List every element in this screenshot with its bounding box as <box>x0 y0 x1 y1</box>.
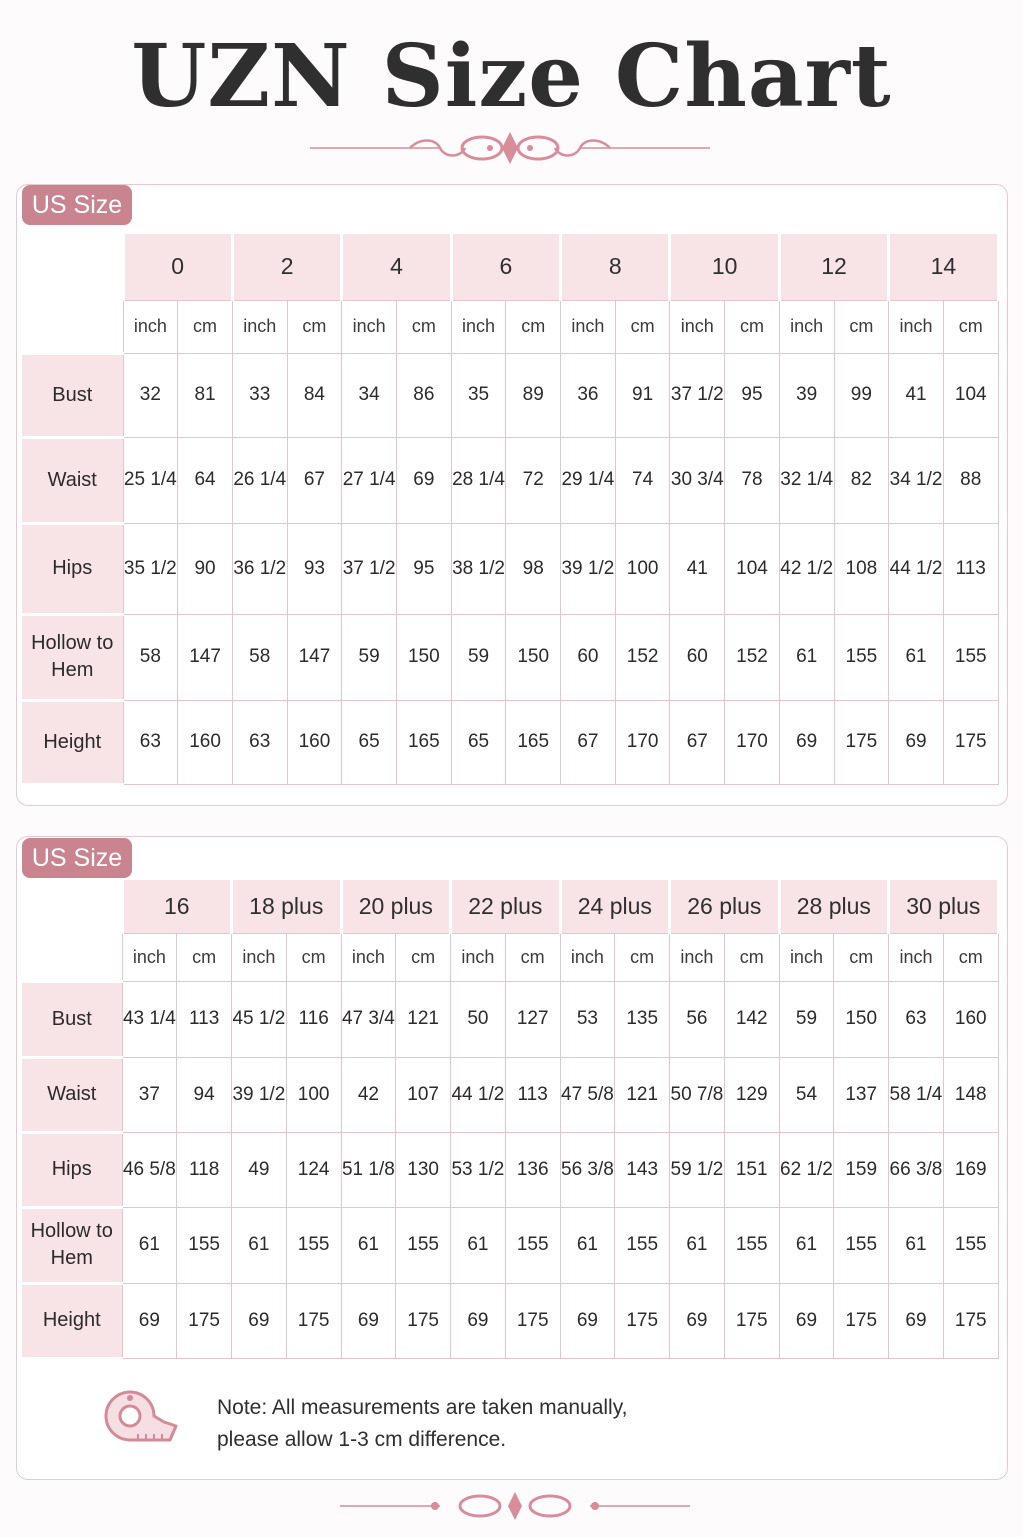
unit-label: cm <box>724 933 779 981</box>
measurement-value: 175 <box>943 700 998 784</box>
unit-label: cm <box>506 300 561 353</box>
measurement-value: 47 5/8 <box>560 1057 615 1132</box>
size-header: 14 <box>889 234 998 300</box>
measurement-value: 58 <box>123 614 178 700</box>
size-header: 24 plus <box>560 880 670 933</box>
unit-label: cm <box>615 300 670 353</box>
measurement-value: 148 <box>943 1057 998 1132</box>
unit-label: inch <box>451 300 506 353</box>
measurement-value: 107 <box>396 1057 451 1132</box>
measurement-value: 69 <box>670 1283 725 1358</box>
measurement-value: 69 <box>451 1283 506 1358</box>
size-header: 26 plus <box>670 880 780 933</box>
measuring-tape-icon <box>102 1386 182 1452</box>
measurement-value: 86 <box>396 353 451 437</box>
unit-label: cm <box>286 933 341 981</box>
measurement-label: Hips <box>22 1132 122 1207</box>
measurement-value: 45 1/2 <box>232 981 287 1057</box>
measurement-value: 53 <box>560 981 615 1057</box>
measurement-value: 63 <box>889 981 944 1057</box>
measurement-value: 150 <box>506 614 561 700</box>
measurement-value: 69 <box>341 1283 396 1358</box>
measurement-value: 59 <box>342 614 397 700</box>
measurement-value: 62 1/2 <box>779 1132 834 1207</box>
measurement-label: Bust <box>22 353 123 437</box>
size-header: 12 <box>779 234 888 300</box>
measurement-value: 124 <box>286 1132 341 1207</box>
measurement-value: 160 <box>943 981 998 1057</box>
size-header: 6 <box>451 234 560 300</box>
measurement-value: 155 <box>177 1207 232 1283</box>
measurement-value: 61 <box>779 1207 834 1283</box>
measurement-row <box>22 981 998 1057</box>
measurement-value: 137 <box>834 1057 889 1132</box>
measurement-value: 30 3/4 <box>670 437 725 523</box>
measurement-value: 69 <box>779 1283 834 1358</box>
measurement-value: 64 <box>178 437 233 523</box>
measurement-value: 116 <box>286 981 341 1057</box>
measurement-value: 61 <box>232 1207 287 1283</box>
measurement-value: 35 <box>451 353 506 437</box>
measurement-value: 170 <box>615 700 670 784</box>
measurement-value: 175 <box>505 1283 560 1358</box>
measurement-value: 150 <box>834 981 889 1057</box>
unit-label: cm <box>177 933 232 981</box>
measurement-value: 37 <box>122 1057 177 1132</box>
measurement-value: 29 1/4 <box>561 437 616 523</box>
unit-label: inch <box>889 300 944 353</box>
measurement-row <box>22 1057 998 1132</box>
measurement-value: 50 7/8 <box>670 1057 725 1132</box>
ornament-divider-top <box>300 128 720 168</box>
measurement-value: 175 <box>177 1283 232 1358</box>
measurement-label: Waist <box>22 437 123 523</box>
measurement-value: 65 <box>342 700 397 784</box>
measurement-value: 44 1/2 <box>889 523 944 614</box>
measurement-value: 46 5/8 <box>122 1132 177 1207</box>
measurement-value: 90 <box>178 523 233 614</box>
measurement-value: 129 <box>724 1057 779 1132</box>
measurement-value: 67 <box>287 437 342 523</box>
measurement-value: 41 <box>670 523 725 614</box>
measurement-value: 69 <box>779 700 834 784</box>
measurement-value: 37 1/2 <box>670 353 725 437</box>
measurement-value: 95 <box>725 353 780 437</box>
measurement-value: 38 1/2 <box>451 523 506 614</box>
unit-label: cm <box>178 300 233 353</box>
measurement-value: 36 <box>561 353 616 437</box>
measurement-value: 118 <box>177 1132 232 1207</box>
measurement-value: 39 <box>779 353 834 437</box>
us-size-badge: US Size <box>22 185 132 225</box>
measurement-label: Height <box>22 1283 122 1358</box>
measurement-value: 130 <box>396 1132 451 1207</box>
measurement-value: 65 <box>451 700 506 784</box>
measurement-label: Height <box>22 700 123 784</box>
measurement-value: 39 1/2 <box>232 1057 287 1132</box>
measurement-value: 94 <box>177 1057 232 1132</box>
measurement-value: 56 3/8 <box>560 1132 615 1207</box>
unit-label: cm <box>725 300 780 353</box>
measurement-value: 59 <box>779 981 834 1057</box>
measurement-value: 104 <box>725 523 780 614</box>
measurement-row <box>22 614 998 700</box>
size-header-row <box>22 234 998 300</box>
size-header: 16 <box>122 880 232 933</box>
measurement-value: 42 <box>341 1057 396 1132</box>
measurement-value: 67 <box>561 700 616 784</box>
unit-label: cm <box>287 300 342 353</box>
size-header: 10 <box>670 234 779 300</box>
measurement-value: 136 <box>505 1132 560 1207</box>
size-table-2 <box>22 880 1000 1360</box>
measurement-value: 89 <box>506 353 561 437</box>
measurement-label: Hollow to Hem <box>22 1207 122 1283</box>
measurement-value: 25 1/4 <box>123 437 178 523</box>
corner-cell <box>22 234 123 300</box>
measurement-value: 155 <box>834 614 889 700</box>
measurement-value: 113 <box>177 981 232 1057</box>
measurement-value: 47 3/4 <box>341 981 396 1057</box>
measurement-value: 143 <box>615 1132 670 1207</box>
measurement-row <box>22 523 998 614</box>
measurement-value: 59 1/2 <box>670 1132 725 1207</box>
measurement-value: 155 <box>396 1207 451 1283</box>
measurement-value: 61 <box>451 1207 506 1283</box>
measurement-value: 155 <box>615 1207 670 1283</box>
size-header: 28 plus <box>779 880 889 933</box>
measurement-value: 61 <box>560 1207 615 1283</box>
measurement-value: 67 <box>670 700 725 784</box>
measurement-value: 61 <box>889 1207 944 1283</box>
measurement-value: 100 <box>286 1057 341 1132</box>
measurement-value: 95 <box>396 523 451 614</box>
measurement-value: 58 1/4 <box>889 1057 944 1132</box>
measurement-value: 34 <box>342 353 397 437</box>
measurement-value: 41 <box>889 353 944 437</box>
size-header: 18 plus <box>232 880 342 933</box>
measurement-value: 150 <box>396 614 451 700</box>
measurement-value: 61 <box>341 1207 396 1283</box>
unit-label: inch <box>342 300 397 353</box>
measurement-value: 91 <box>615 353 670 437</box>
unit-label: cm <box>834 300 889 353</box>
ornament-divider-bottom <box>330 1486 700 1526</box>
size-header: 4 <box>342 234 451 300</box>
measurement-value: 147 <box>178 614 233 700</box>
measurement-value: 175 <box>396 1283 451 1358</box>
unit-label: inch <box>341 933 396 981</box>
size-table-body <box>22 880 998 1358</box>
measurement-label: Hips <box>22 523 123 614</box>
measurement-row <box>22 1283 998 1358</box>
measurement-value: 61 <box>889 614 944 700</box>
unit-label: cm <box>943 300 998 353</box>
note-line-2: please allow 1-3 cm difference. <box>217 1428 507 1451</box>
measurement-value: 88 <box>943 437 998 523</box>
unit-label: inch <box>451 933 506 981</box>
measurement-value: 121 <box>615 1057 670 1132</box>
measurement-note <box>217 1392 627 1456</box>
size-header: 2 <box>232 234 341 300</box>
page-title: UZN Size Chart <box>131 26 892 127</box>
measurement-value: 34 1/2 <box>889 437 944 523</box>
measurement-value: 74 <box>615 437 670 523</box>
unit-label: inch <box>779 933 834 981</box>
measurement-row <box>22 353 998 437</box>
measurement-value: 32 1/4 <box>779 437 834 523</box>
measurement-value: 61 <box>779 614 834 700</box>
size-header-row <box>22 880 998 933</box>
measurement-row <box>22 700 998 784</box>
measurement-value: 104 <box>943 353 998 437</box>
measurement-row <box>22 1132 998 1207</box>
unit-label: inch <box>123 300 178 353</box>
measurement-value: 56 <box>670 981 725 1057</box>
measurement-value: 61 <box>122 1207 177 1283</box>
corner-cell <box>22 880 122 933</box>
measurement-value: 54 <box>779 1057 834 1132</box>
measurement-value: 152 <box>615 614 670 700</box>
measurement-value: 152 <box>725 614 780 700</box>
measurement-value: 113 <box>943 523 998 614</box>
unit-label: inch <box>232 300 287 353</box>
unit-label: cm <box>505 933 560 981</box>
measurement-value: 69 <box>889 1283 944 1358</box>
measurement-value: 33 <box>232 353 287 437</box>
corner-cell <box>22 933 122 981</box>
measurement-value: 78 <box>725 437 780 523</box>
measurement-value: 69 <box>560 1283 615 1358</box>
measurement-value: 99 <box>834 353 889 437</box>
measurement-value: 37 1/2 <box>342 523 397 614</box>
size-header: 8 <box>561 234 670 300</box>
measurement-row <box>22 1207 998 1283</box>
measurement-value: 160 <box>178 700 233 784</box>
unit-label: cm <box>396 933 451 981</box>
measurement-value: 36 1/2 <box>232 523 287 614</box>
measurement-value: 82 <box>834 437 889 523</box>
measurement-value: 175 <box>834 700 889 784</box>
size-header: 22 plus <box>451 880 561 933</box>
measurement-value: 127 <box>505 981 560 1057</box>
measurement-value: 69 <box>396 437 451 523</box>
measurement-value: 100 <box>615 523 670 614</box>
measurement-value: 59 <box>451 614 506 700</box>
measurement-value: 165 <box>506 700 561 784</box>
measurement-value: 27 1/4 <box>342 437 397 523</box>
unit-label: inch <box>561 300 616 353</box>
unit-label: cm <box>834 933 889 981</box>
measurement-value: 155 <box>943 614 998 700</box>
measurement-label: Waist <box>22 1057 122 1132</box>
unit-label: inch <box>779 300 834 353</box>
measurement-value: 42 1/2 <box>779 523 834 614</box>
unit-label: inch <box>670 300 725 353</box>
measurement-value: 60 <box>670 614 725 700</box>
size-table-1 <box>22 234 1000 786</box>
measurement-value: 142 <box>724 981 779 1057</box>
unit-label: inch <box>670 933 725 981</box>
unit-label: cm <box>943 933 998 981</box>
measurement-value: 159 <box>834 1132 889 1207</box>
measurement-value: 175 <box>834 1283 889 1358</box>
unit-label: inch <box>232 933 287 981</box>
measurement-value: 98 <box>506 523 561 614</box>
measurement-value: 43 1/4 <box>122 981 177 1057</box>
corner-cell <box>22 300 123 353</box>
measurement-value: 170 <box>725 700 780 784</box>
measurement-value: 160 <box>287 700 342 784</box>
measurement-label: Hollow to Hem <box>22 614 123 700</box>
measurement-value: 39 1/2 <box>561 523 616 614</box>
measurement-value: 50 <box>451 981 506 1057</box>
measurement-value: 175 <box>286 1283 341 1358</box>
measurement-value: 69 <box>122 1283 177 1358</box>
measurement-value: 155 <box>724 1207 779 1283</box>
measurement-value: 155 <box>505 1207 560 1283</box>
measurement-value: 175 <box>943 1283 998 1358</box>
measurement-value: 155 <box>286 1207 341 1283</box>
size-header: 0 <box>123 234 232 300</box>
measurement-value: 135 <box>615 981 670 1057</box>
measurement-value: 69 <box>889 700 944 784</box>
measurement-value: 175 <box>724 1283 779 1358</box>
unit-row <box>22 300 998 353</box>
measurement-value: 63 <box>123 700 178 784</box>
measurement-value: 60 <box>561 614 616 700</box>
measurement-value: 93 <box>287 523 342 614</box>
measurement-value: 155 <box>834 1207 889 1283</box>
measurement-label: Bust <box>22 981 122 1057</box>
measurement-value: 121 <box>396 981 451 1057</box>
measurement-value: 108 <box>834 523 889 614</box>
measurement-value: 165 <box>396 700 451 784</box>
measurement-value: 58 <box>232 614 287 700</box>
measurement-value: 169 <box>943 1132 998 1207</box>
measurement-value: 44 1/2 <box>451 1057 506 1132</box>
measurement-value: 63 <box>232 700 287 784</box>
measurement-value: 66 3/8 <box>889 1132 944 1207</box>
measurement-value: 84 <box>287 353 342 437</box>
unit-row <box>22 933 998 981</box>
note-line-1: Note: All measurements are taken manually, <box>217 1396 628 1419</box>
measurement-value: 81 <box>178 353 233 437</box>
measurement-value: 61 <box>670 1207 725 1283</box>
measurement-value: 147 <box>287 614 342 700</box>
measurement-value: 26 1/4 <box>232 437 287 523</box>
measurement-value: 53 1/2 <box>451 1132 506 1207</box>
unit-label: inch <box>889 933 944 981</box>
size-table-body <box>22 234 998 784</box>
measurement-row <box>22 437 998 523</box>
measurement-value: 51 1/8 <box>341 1132 396 1207</box>
size-header: 20 plus <box>341 880 451 933</box>
measurement-value: 72 <box>506 437 561 523</box>
measurement-value: 113 <box>505 1057 560 1132</box>
size-header: 30 plus <box>889 880 999 933</box>
measurement-value: 69 <box>232 1283 287 1358</box>
measurement-value: 28 1/4 <box>451 437 506 523</box>
measurement-value: 175 <box>615 1283 670 1358</box>
measurement-value: 49 <box>232 1132 287 1207</box>
unit-label: cm <box>615 933 670 981</box>
unit-label: cm <box>396 300 451 353</box>
measurement-value: 155 <box>943 1207 998 1283</box>
unit-label: inch <box>560 933 615 981</box>
measurement-value: 32 <box>123 353 178 437</box>
measurement-value: 35 1/2 <box>123 523 178 614</box>
us-size-badge: US Size <box>22 838 132 878</box>
measurement-value: 151 <box>724 1132 779 1207</box>
unit-label: inch <box>122 933 177 981</box>
